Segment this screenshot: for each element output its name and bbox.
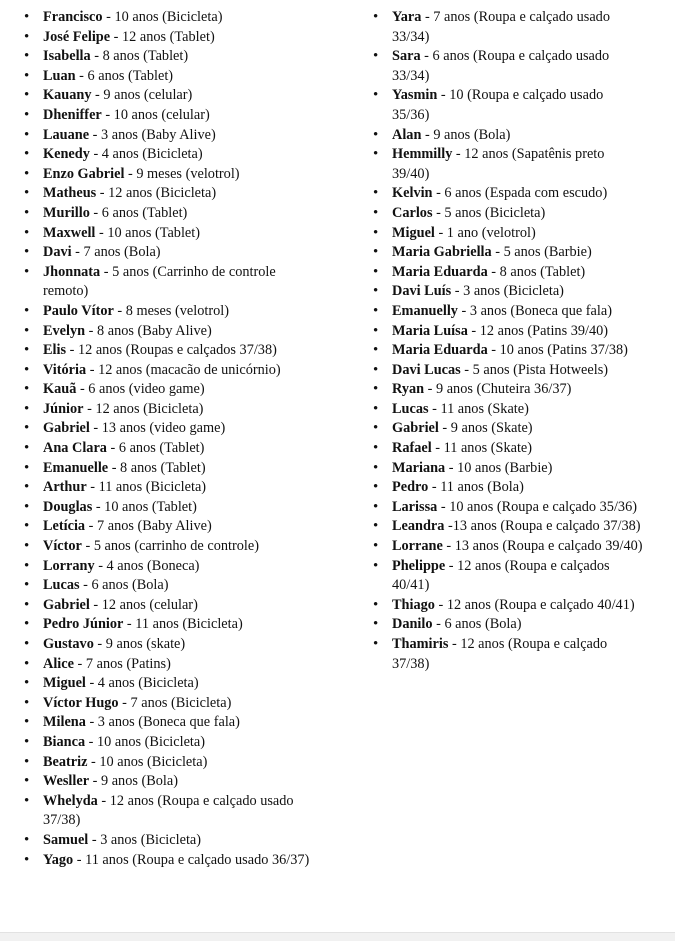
child-detail: - 6 anos (Tablet) [106,440,205,457]
child-name: Paulo Vítor [43,302,114,319]
child-name: Kenedy [43,146,90,163]
right-column-list [373,8,643,674]
child-detail: - 3 anos (Boneca que fala) [85,714,240,731]
child-name: Alice [43,655,74,672]
list-item [24,733,324,753]
child-detail: - 10 anos (Bicicleta) [102,9,223,25]
child-name: Lucas [43,577,80,594]
child-detail: - 11 anos (Skate) [428,400,529,417]
child-name: Larissa [392,498,438,515]
child-name: Phelippe [392,557,446,574]
list-item [24,106,324,126]
child-detail: - 12 anos (macacão de unicórnio) [86,361,281,378]
list-item [24,302,324,322]
child-name: Bianca [43,733,86,750]
child-name: Emanuelle [43,459,109,476]
child-name: Sara [392,48,421,65]
list-item [24,851,324,871]
list-item [24,537,324,557]
child-name: Douglas [43,498,93,515]
child-name: Hemmilly [392,146,453,163]
child-detail: - 10 anos (Roupa e calçado 35/36) [437,498,637,515]
list-item [373,8,643,47]
child-detail: - 3 anos (Baby Alive) [89,126,216,143]
child-detail: - 6 anos (video game) [76,381,205,398]
child-detail: - 6 anos (Roupa e calçado usado 33/34) [392,48,610,84]
child-name: Maria Eduarda [392,342,488,359]
list-item [373,557,643,596]
child-name: Enzo Gabriel [43,165,125,182]
left-column-list [24,8,324,870]
list-item [24,674,324,694]
child-detail: - 1 ano (velotrol) [434,224,536,241]
list-item [24,635,324,655]
list-item [24,67,324,87]
child-name: Vitória [43,361,87,378]
child-name: Murillo [43,204,90,221]
child-name: Gabriel [43,596,90,613]
child-name: Lauane [43,126,90,143]
list-item [24,145,324,165]
list-item [24,263,324,302]
child-detail: - 12 anos (Patins 39/40) [467,322,609,339]
child-detail: - 9 meses (velotrol) [124,165,240,182]
child-detail: - 4 anos (Bicicleta) [85,675,199,692]
list-item [24,165,324,185]
child-detail: - 12 anos (celular) [89,596,198,613]
list-item [24,694,324,714]
child-detail: - 6 anos (Espada com escudo) [432,185,608,202]
list-item [373,498,643,518]
child-detail: - 9 anos (Bola) [421,126,511,143]
list-item [24,557,324,577]
child-name: Maxwell [43,224,96,241]
child-name: Gabriel [392,420,439,437]
list-item [373,478,643,498]
child-name: Ryan [392,381,425,398]
child-detail: - 10 anos (Barbie) [445,459,553,476]
child-name: Davi Lucas [392,361,461,378]
child-detail: - 12 anos (Bicicleta) [96,185,217,202]
child-name: Dheniffer [43,106,102,123]
child-name: Evelyn [43,322,86,339]
list-item [24,713,324,733]
child-detail: - 7 anos (Bicicleta) [118,694,232,711]
child-name: Thamiris [392,636,449,652]
child-name: Gabriel [43,420,90,437]
child-name: Luan [43,67,76,84]
child-detail: - 13 anos (video game) [89,420,226,437]
list-item [373,282,643,302]
child-detail: - 8 anos (Tablet) [108,459,206,476]
child-name: Yago [43,851,74,868]
child-detail: - 5 anos (Bicicleta) [432,204,546,221]
child-detail: - 3 anos (Bicicleta) [88,831,202,848]
child-name: Thiago [392,596,435,613]
list-item [24,204,324,224]
list-item [373,302,643,322]
list-item [373,47,643,86]
list-item [24,831,324,851]
child-detail: - 10 anos (Tablet) [95,224,201,241]
list-item [24,459,324,479]
list-item [373,635,643,674]
child-name: Isabella [43,48,91,65]
list-item [24,439,324,459]
list-item [24,576,324,596]
child-name: Yasmin [392,87,438,104]
list-item [24,478,324,498]
list-item [24,243,324,263]
child-detail: - 11 anos (Skate) [431,440,533,457]
child-name: Víctor [43,538,82,555]
child-name: Lorrane [392,538,443,555]
child-detail: - 9 anos (Chuteira 36/37) [424,381,572,398]
child-name: Leandra [392,518,445,535]
list-item [24,792,324,831]
list-item [24,655,324,675]
child-name: Maria Eduarda [392,263,488,280]
list-item [373,126,643,146]
child-name: Whelyda [43,792,98,809]
child-name: Lucas [392,400,429,417]
child-detail: - 4 anos (Bicicleta) [89,146,203,163]
child-name: Miguel [392,224,435,241]
child-name: Arthur [43,479,87,496]
list-item [24,8,324,28]
list-item [373,243,643,263]
child-name: Ana Clara [43,440,107,457]
list-item [373,204,643,224]
child-detail: - 6 anos (Bola) [79,577,169,594]
child-detail: - 11 anos (Bicicleta) [86,479,207,496]
child-name: Maria Gabriella [392,244,492,261]
child-detail: - 11 anos (Roupa e calçado usado 36/37) [73,851,310,868]
child-detail: - 12 anos (Roupa e calçado 37/38) [392,636,608,672]
list-item [24,772,324,792]
child-detail: - 9 anos (skate) [93,636,186,652]
list-item [24,361,324,381]
child-detail: - 8 anos (Baby Alive) [85,322,212,339]
child-detail: - 9 anos (celular) [91,87,193,104]
child-name: Pedro [392,479,429,496]
child-name: Carlos [392,204,433,221]
child-detail: - 10 anos (celular) [101,106,210,123]
list-item [24,517,324,537]
child-name: Kauany [43,87,92,104]
child-detail: - 12 anos (Roupa e calçados 40/41) [392,557,610,594]
child-name: Danilo [392,616,433,633]
list-item [24,341,324,361]
list-item [24,184,324,204]
child-detail: - 12 anos (Roupa e calçado usado 37/38) [43,792,294,829]
list-item [24,322,324,342]
bottom-scroll-edge [0,932,675,941]
child-detail: - 12 anos (Bicicleta) [83,400,204,417]
child-detail: - 5 anos (Carrinho de controle remoto) [43,263,276,300]
list-item [373,380,643,400]
child-name: Elis [43,342,67,359]
list-item [373,419,643,439]
child-name: Kauã [43,381,77,398]
child-name: Beatriz [43,753,88,770]
child-detail: - 4 anos (Boneca) [94,557,200,574]
list-item [373,400,643,420]
child-name: Yara [392,9,422,25]
child-detail: - 10 anos (Bicicleta) [87,753,208,770]
child-detail: - 8 anos (Tablet) [487,263,586,280]
child-detail: - 12 anos (Sapatênis preto 39/40) [392,146,605,182]
child-detail: - 7 anos (Baby Alive) [85,518,212,535]
list-item [373,341,643,361]
child-detail: - 7 anos (Bola) [71,244,161,261]
child-name: Miguel [43,675,86,692]
child-name: Gustavo [43,636,94,652]
list-item [373,263,643,283]
list-item [24,596,324,616]
child-detail: - 6 anos (Tablet) [89,204,188,221]
list-item [24,47,324,67]
child-detail: - 10 anos (Tablet) [92,498,197,515]
child-name: Wesller [43,773,90,790]
list-item [24,126,324,146]
child-detail: - 6 anos (Bola) [432,616,522,633]
child-detail: - 10 (Roupa e calçado usado 35/36) [392,87,604,123]
child-detail: -13 anos (Roupa e calçado 37/38) [444,518,641,535]
child-name: José Felipe [43,28,111,45]
child-detail: - 10 anos (Bicicleta) [85,733,205,750]
child-detail: - 12 anos (Tablet) [110,28,215,45]
list-item [24,615,324,635]
child-name: Emanuelly [392,302,458,319]
child-detail: - 9 anos (Skate) [438,420,533,437]
child-detail: - 5 anos (Pista Hotweels) [460,361,609,378]
child-name: Milena [43,714,86,731]
child-name: Davi [43,244,72,261]
child-detail: - 7 anos (Roupa e calçado usado 33/34) [392,9,610,45]
list-item [24,28,324,48]
list-item [373,596,643,616]
child-name: Alan [392,126,422,143]
child-detail: - 12 anos (Roupa e calçado 40/41) [434,596,635,613]
list-item [24,224,324,244]
child-detail: - 3 anos (Bicicleta) [451,283,564,300]
child-detail: - 12 anos (Roupas e calçados 37/38) [66,342,277,359]
list-item [373,224,643,244]
child-detail: - 7 anos (Patins) [73,655,171,672]
child-detail: - 6 anos (Tablet) [75,67,174,84]
child-name: Lorrany [43,557,95,574]
list-item [24,498,324,518]
child-detail: - 13 anos (Roupa e calçado 39/40) [442,538,643,555]
child-name: Mariana [392,459,446,476]
list-item [373,184,643,204]
child-name: Matheus [43,185,97,202]
child-detail: - 11 anos (Bicicleta) [123,616,243,633]
list-item [24,86,324,106]
child-detail: - 5 anos (Barbie) [491,244,592,261]
child-detail: - 8 meses (velotrol) [113,302,229,319]
child-name: Víctor Hugo [43,694,119,711]
child-name: Jhonnata [43,263,101,280]
list-item [24,419,324,439]
child-name: Maria Luísa [392,322,468,339]
child-detail: - 8 anos (Tablet) [90,48,189,65]
list-item [373,145,643,184]
child-detail: - 5 anos (carrinho de controle) [81,538,259,555]
child-name: Francisco [43,9,103,25]
child-name: Júnior [43,400,84,417]
list-item [373,86,643,125]
list-item [373,517,643,537]
child-name: Pedro Júnior [43,616,124,633]
child-name: Davi Luís [392,283,452,300]
list-item [373,615,643,635]
child-detail: - 10 anos (Patins 37/38) [487,342,628,359]
child-name: Letícia [43,518,86,535]
child-name: Samuel [43,831,89,848]
child-detail: - 9 anos (Bola) [89,773,178,790]
list-item [373,537,643,557]
list-item [24,380,324,400]
list-item [373,459,643,479]
child-name: Rafael [392,440,432,457]
list-item [24,400,324,420]
child-name: Kelvin [392,185,433,202]
list-item [373,439,643,459]
list-item [373,361,643,381]
list-item [373,322,643,342]
list-item [24,753,324,773]
child-detail: - 11 anos (Bola) [428,479,524,496]
child-detail: - 3 anos (Boneca que fala) [457,302,612,319]
